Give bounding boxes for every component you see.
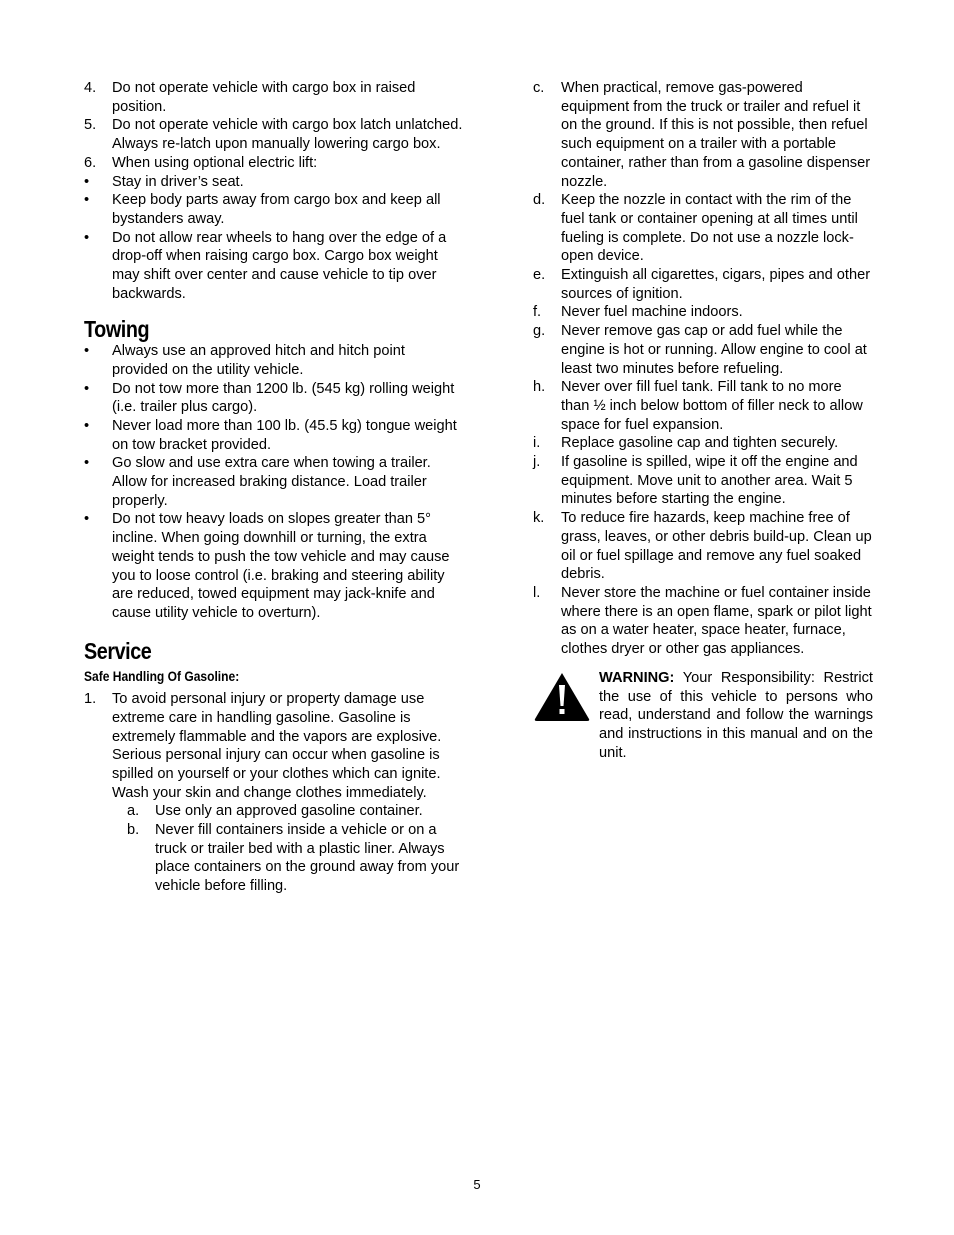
list-item: [533, 79, 873, 191]
list-marker: c.: [533, 80, 545, 96]
list-item: [533, 378, 873, 434]
list-item: [533, 509, 873, 584]
list-marker: •: [84, 343, 90, 360]
list-text: Keep body parts away from cargo box and keep all bystanders away.: [112, 192, 441, 227]
list-marker: j.: [533, 454, 541, 471]
list-item: [84, 191, 464, 228]
list-text: Never fuel machine indoors.: [561, 304, 743, 321]
towing-heading: Towing: [84, 316, 150, 343]
list-text: Do not tow heavy loads on slopes greater than 5° incline. When going downhill or turning, the extra weight tends to push the tow vehicle and may cause you to loose control (i.e. braking and steering ability are reduced, towed equipment may jack-knife and cause utility vehicle to overturn).: [112, 511, 450, 621]
list-marker: 1.: [84, 691, 97, 708]
list-marker: g.: [533, 323, 546, 340]
list-marker: 6.: [84, 154, 97, 171]
list-item: [533, 191, 873, 266]
list-marker: •: [84, 229, 90, 246]
list-text: Always use an approved hitch and hitch point provided on the utility vehicle.: [112, 343, 405, 378]
list-item: [533, 322, 873, 378]
list-item: [84, 79, 464, 116]
list-marker: •: [84, 380, 90, 397]
list-text: To reduce fire hazards, keep machine free of grass, leaves, or other debris build-up. Clean up oil or fuel spillage and remove any fuel soaked debris.: [561, 510, 872, 583]
list-item: [127, 821, 464, 896]
list-text: Do not tow more than 1200 lb. (545 kg) rolling weight (i.e. trailer plus cargo).: [112, 380, 455, 416]
list-marker: •: [84, 192, 90, 209]
list-marker: d.: [533, 192, 546, 209]
list-item: [84, 454, 464, 510]
list-item: [127, 802, 464, 821]
list-text: Replace gasoline cap and tighten securely.: [561, 435, 839, 452]
list-item: [84, 510, 464, 622]
list-marker: i.: [533, 435, 541, 452]
list-marker: •: [84, 417, 90, 434]
service-heading: Service: [84, 637, 152, 664]
list-item: [84, 380, 464, 417]
cargo-box-list: [84, 79, 464, 303]
towing-list: [84, 342, 464, 623]
list-item: [84, 690, 464, 802]
list-text: When using optional electric lift:: [112, 154, 318, 171]
list-item: [533, 266, 873, 303]
list-marker: l.: [533, 584, 541, 601]
list-marker: 4.: [84, 80, 97, 96]
list-text: Use only an approved gasoline container.: [155, 803, 423, 820]
list-item: [533, 434, 873, 453]
list-item: [533, 453, 873, 509]
list-text: Do not operate vehicle with cargo box in raised position.: [112, 80, 416, 115]
list-text: Never over fill fuel tank. Fill tank to no more than ½ inch below bottom of filler neck to allow space for fuel expansion.: [561, 379, 863, 433]
list-marker: •: [84, 455, 90, 472]
list-marker: •: [84, 511, 90, 528]
warning-block: [533, 669, 873, 763]
list-marker: h.: [533, 379, 546, 396]
list-text: Extinguish all cigarettes, cigars, pipes and other sources of ignition.: [561, 267, 871, 302]
list-item: [84, 154, 464, 173]
list-item: [84, 173, 464, 192]
list-text: Stay in driver’s seat.: [112, 173, 244, 190]
page-number: 5: [473, 1177, 481, 1192]
list-item: [84, 417, 464, 454]
list-text: When practical, remove gas-powered equipment from the truck or trailer and refuel it on the ground. If this is not possible, then refuel such equipment on a trailer with a portable container, rather than from a gasoline dispenser nozzle.: [561, 80, 871, 190]
list-text: Go slow and use extra care when towing a trailer. Allow for increased braking distance. Load trailer properly.: [112, 455, 431, 509]
list-marker: a.: [127, 803, 140, 820]
list-text: To avoid personal injury or property damage use extreme care in handling gasoline. Gasoline is extremely flammable and the vapors are explosive. Serious personal injury can occur when gasoline is spilled on yourself or your clothes which can ignite. Wash your skin and change clothes immediately.: [112, 691, 442, 801]
list-marker: k.: [533, 510, 545, 527]
warning-text: [599, 669, 873, 763]
list-marker: f.: [533, 304, 542, 321]
list-marker: b.: [127, 822, 140, 839]
gasoline-sublist-right: [533, 79, 873, 659]
list-item: [84, 342, 464, 379]
warning-triangle-icon: [533, 669, 599, 763]
gasoline-sublist-left: [84, 802, 464, 896]
list-item: [533, 303, 873, 322]
list-item: [533, 584, 873, 659]
gasoline-subheading: Safe Handling Of Gasoline:: [84, 668, 240, 685]
list-text: Never fill containers inside a vehicle or on a truck or trailer bed with a plastic liner. Always place containers on the ground away from your vehicle before filling.: [155, 822, 460, 895]
warning-body: Your Responsibility: Restrict the use of this vehicle to persons who read, understand and follow the warnings and instructions in this manual and on the unit.: [599, 669, 873, 761]
right-column: [533, 79, 873, 762]
list-text: Never store the machine or fuel container inside where there is an open flame, spark or pilot light as on a water heater, space heater, furnace, clothes dryer or other gas appliances.: [561, 584, 872, 658]
list-marker: •: [84, 173, 90, 190]
list-text: Never remove gas cap or add fuel while the engine is hot or running. Allow engine to cool at least two minutes before refueling.: [561, 323, 867, 377]
list-text: Do not operate vehicle with cargo box latch unlatched. Always re-latch upon manually lowering cargo box.: [112, 117, 463, 153]
warning-label: WARNING:: [599, 669, 675, 686]
list-marker: e.: [533, 267, 546, 284]
left-column: [84, 79, 464, 896]
list-marker: 5.: [84, 117, 97, 134]
list-text: Do not allow rear wheels to hang over the edge of a drop-off when raising cargo box. Cargo box weight may shift over center and cause vehicle to tip over backwards.: [112, 229, 447, 302]
list-item: [84, 229, 464, 304]
list-text: Never load more than 100 lb. (45.5 kg) tongue weight on tow bracket provided.: [112, 417, 457, 453]
list-text: If gasoline is spilled, wipe it off the engine and equipment. Move unit to another area. Wait 5 minutes before starting the engine.: [561, 454, 858, 508]
list-text: Keep the nozzle in contact with the rim of the fuel tank or container opening at all times until fueling is complete. Do not use a nozzle lock-open device.: [561, 192, 858, 265]
list-item: [84, 116, 464, 153]
